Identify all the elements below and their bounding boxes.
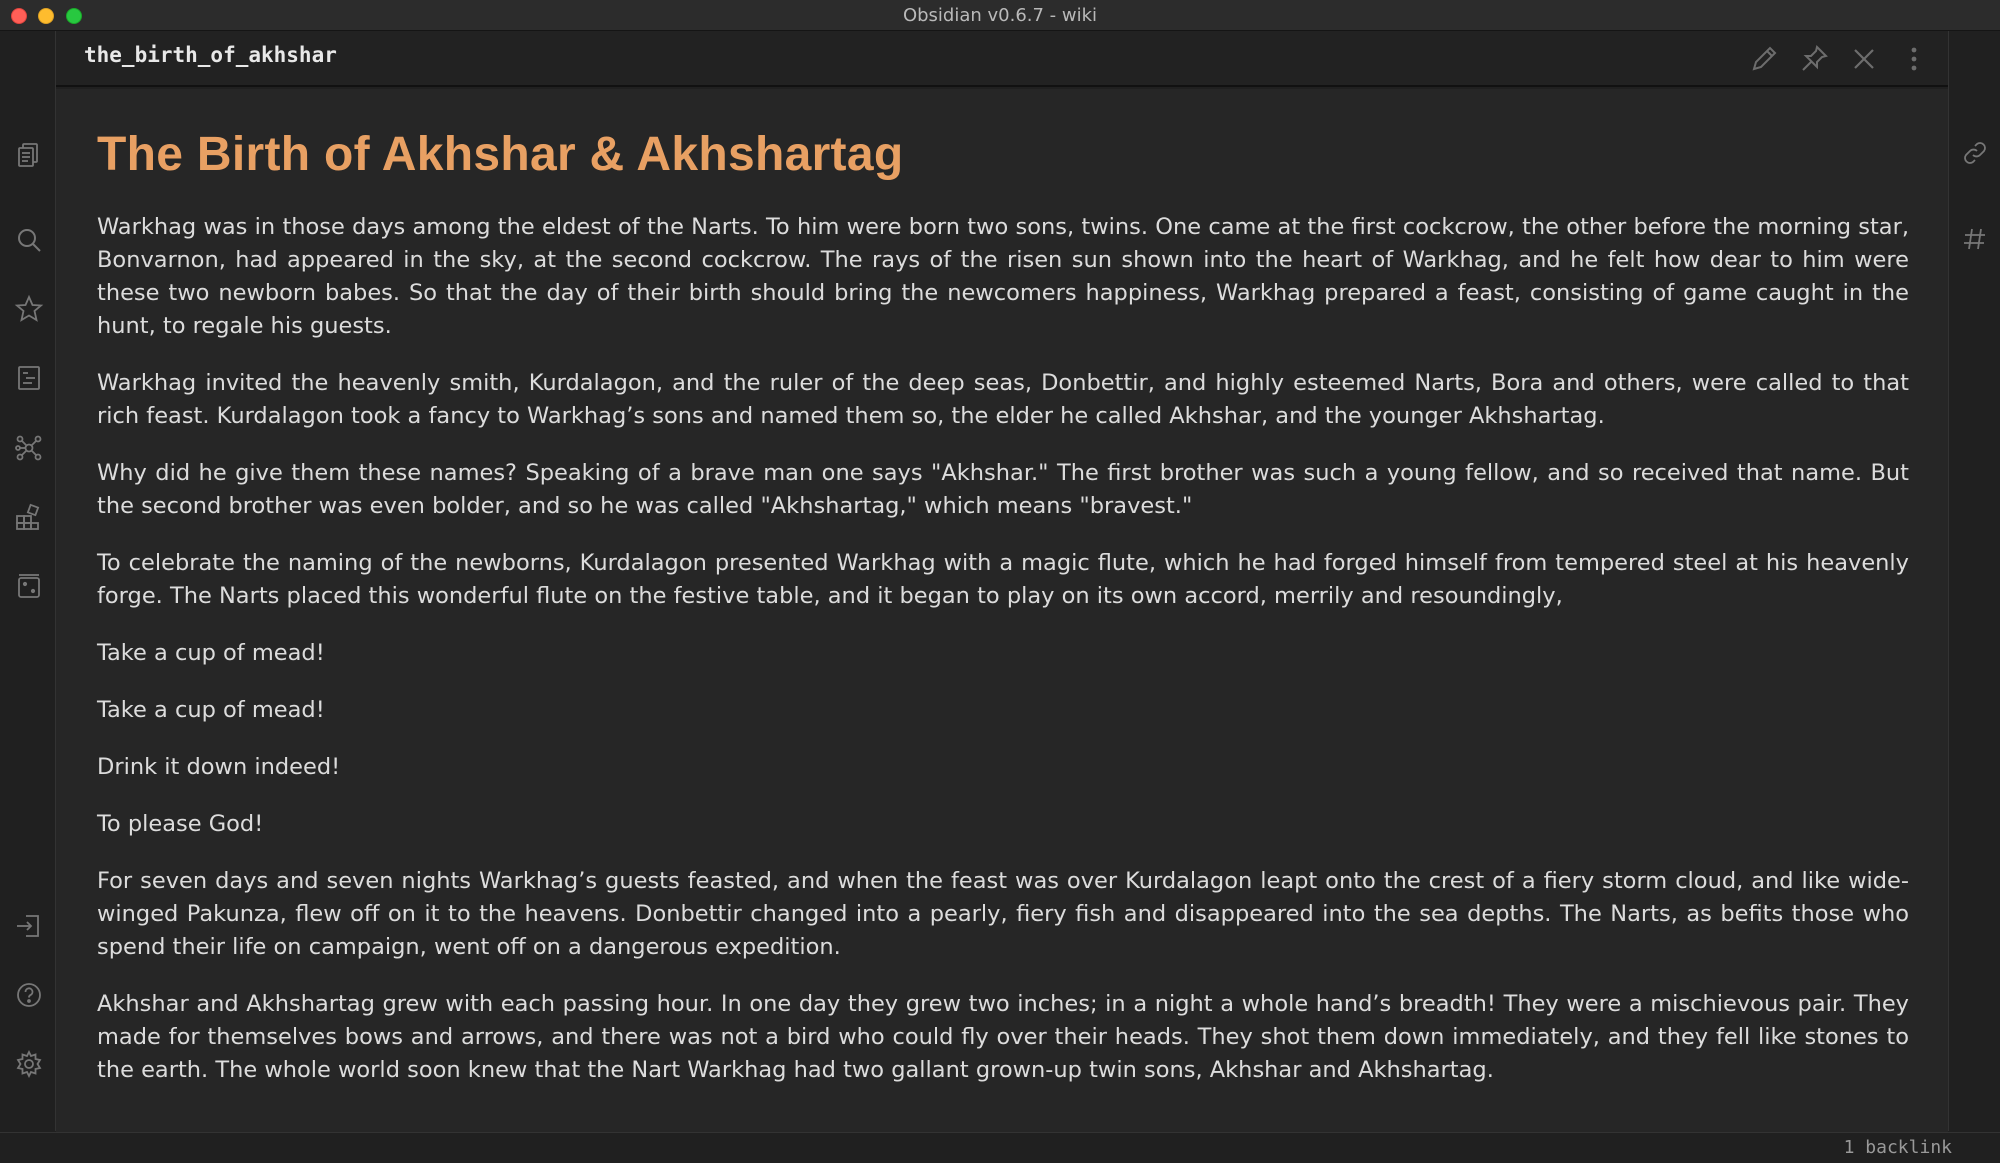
plugins-icon[interactable] (14, 502, 44, 532)
paragraph: To please God! (97, 811, 264, 837)
note-article (97, 127, 1909, 1111)
pane-actions (1748, 43, 1930, 75)
close-icon[interactable] (1848, 43, 1880, 75)
backlink-count[interactable]: 1 backlink (1843, 1137, 1952, 1158)
right-ribbon (1948, 31, 2000, 1131)
paragraph: Warkhag invited the heavenly smith, Kurdalagon, and the ruler of the deep seas, Donbettir, and highly esteemed Narts, Bora and others, were called to that rich feast. Kurdalagon took a fancy to Warkhag’s sons and named them so, the elder he called Akhshar, and the younger Akhshartag. (97, 370, 1909, 429)
settings-icon[interactable] (14, 1049, 44, 1079)
file-explorer-icon[interactable] (14, 140, 44, 170)
tag-icon[interactable] (1960, 224, 1990, 254)
status-bar (0, 1132, 2000, 1163)
pin-icon[interactable] (1798, 43, 1830, 75)
note-file-name: the_birth_of_akhshar (84, 43, 337, 67)
paragraph: Take a cup of mead! (97, 697, 325, 723)
paragraph: Warkhag was in those days among the eldest of the Narts. To him were born two sons, twins. One came at the first cockcrow, the other before the morning star, Bonvarnon, had appeared in the sky, at the second cockcrow. The rays of the risen sun shown into the heart of Warkhag, and he felt how dear to him were these two newborn babes. So that the day of their birth should bring the newcomers happiness, Warkhag prepared a feast, consisting of game caught in the hunt, to regale his guests. (97, 214, 1909, 339)
star-icon[interactable] (14, 294, 44, 324)
paragraph: To celebrate the naming of the newborns, Kurdalagon presented Warkhag with a magic flute, which he had forged himself from tempered steel at his heavenly forge. The Narts placed this wonderful flute on the festive table, and it began to play on its own accord, merrily and resoundingly, (97, 550, 1909, 609)
paragraph: Take a cup of mead! (97, 640, 325, 666)
import-icon[interactable] (14, 911, 44, 941)
random-note-icon[interactable] (14, 571, 44, 601)
title-bar (0, 0, 2000, 31)
graph-icon[interactable] (14, 433, 44, 463)
help-icon[interactable] (14, 980, 44, 1010)
paragraph: For seven days and seven nights Warkhag’s guests feasted, and when the feast was over Kurdalagon leapt onto the crest of a fiery storm cloud, and like wide-winged Pakunza, flew off on it to the heavens. Donbettir changed into a pearly, fiery fish and disappeared into the sea depths. The Narts, as befits those who spend their life on campaign, went off on a dangerous expedition. (97, 868, 1909, 960)
more-options-icon[interactable] (1898, 43, 1930, 75)
link-icon[interactable] (1960, 138, 1990, 168)
outline-icon[interactable] (14, 363, 44, 393)
window-title: Obsidian v0.6.7 - wiki (902, 5, 1098, 26)
search-icon[interactable] (14, 225, 44, 255)
edit-icon[interactable] (1748, 43, 1780, 75)
left-ribbon (0, 31, 56, 1131)
paragraph: Drink it down indeed! (97, 754, 341, 780)
note-preview (56, 89, 1948, 1132)
paragraph: Why did he give them these names? Speaking of a brave man one says "Akhshar." The first brother was such a young fellow, and so received that name. But the second brother was even bolder, and so he was called "Akhshartag," which means "bravest." (97, 460, 1909, 519)
pane-header (56, 31, 1948, 87)
note-heading: The Birth of Akhshar & Akhshartag (97, 128, 904, 181)
paragraph: Akhshar and Akhshartag grew with each passing hour. In one day they grew two inches; in a night a whole hand’s breadth! They were a mischievous pair. They made for themselves bows and arrows, and there was not a bird who could fly over their heads. They shot them down immediately, and they fell like stones to the earth. The whole world soon knew that the Nart Warkhag had two gallant grown-up twin sons, Akhshar and Akhshartag. (97, 991, 1909, 1083)
